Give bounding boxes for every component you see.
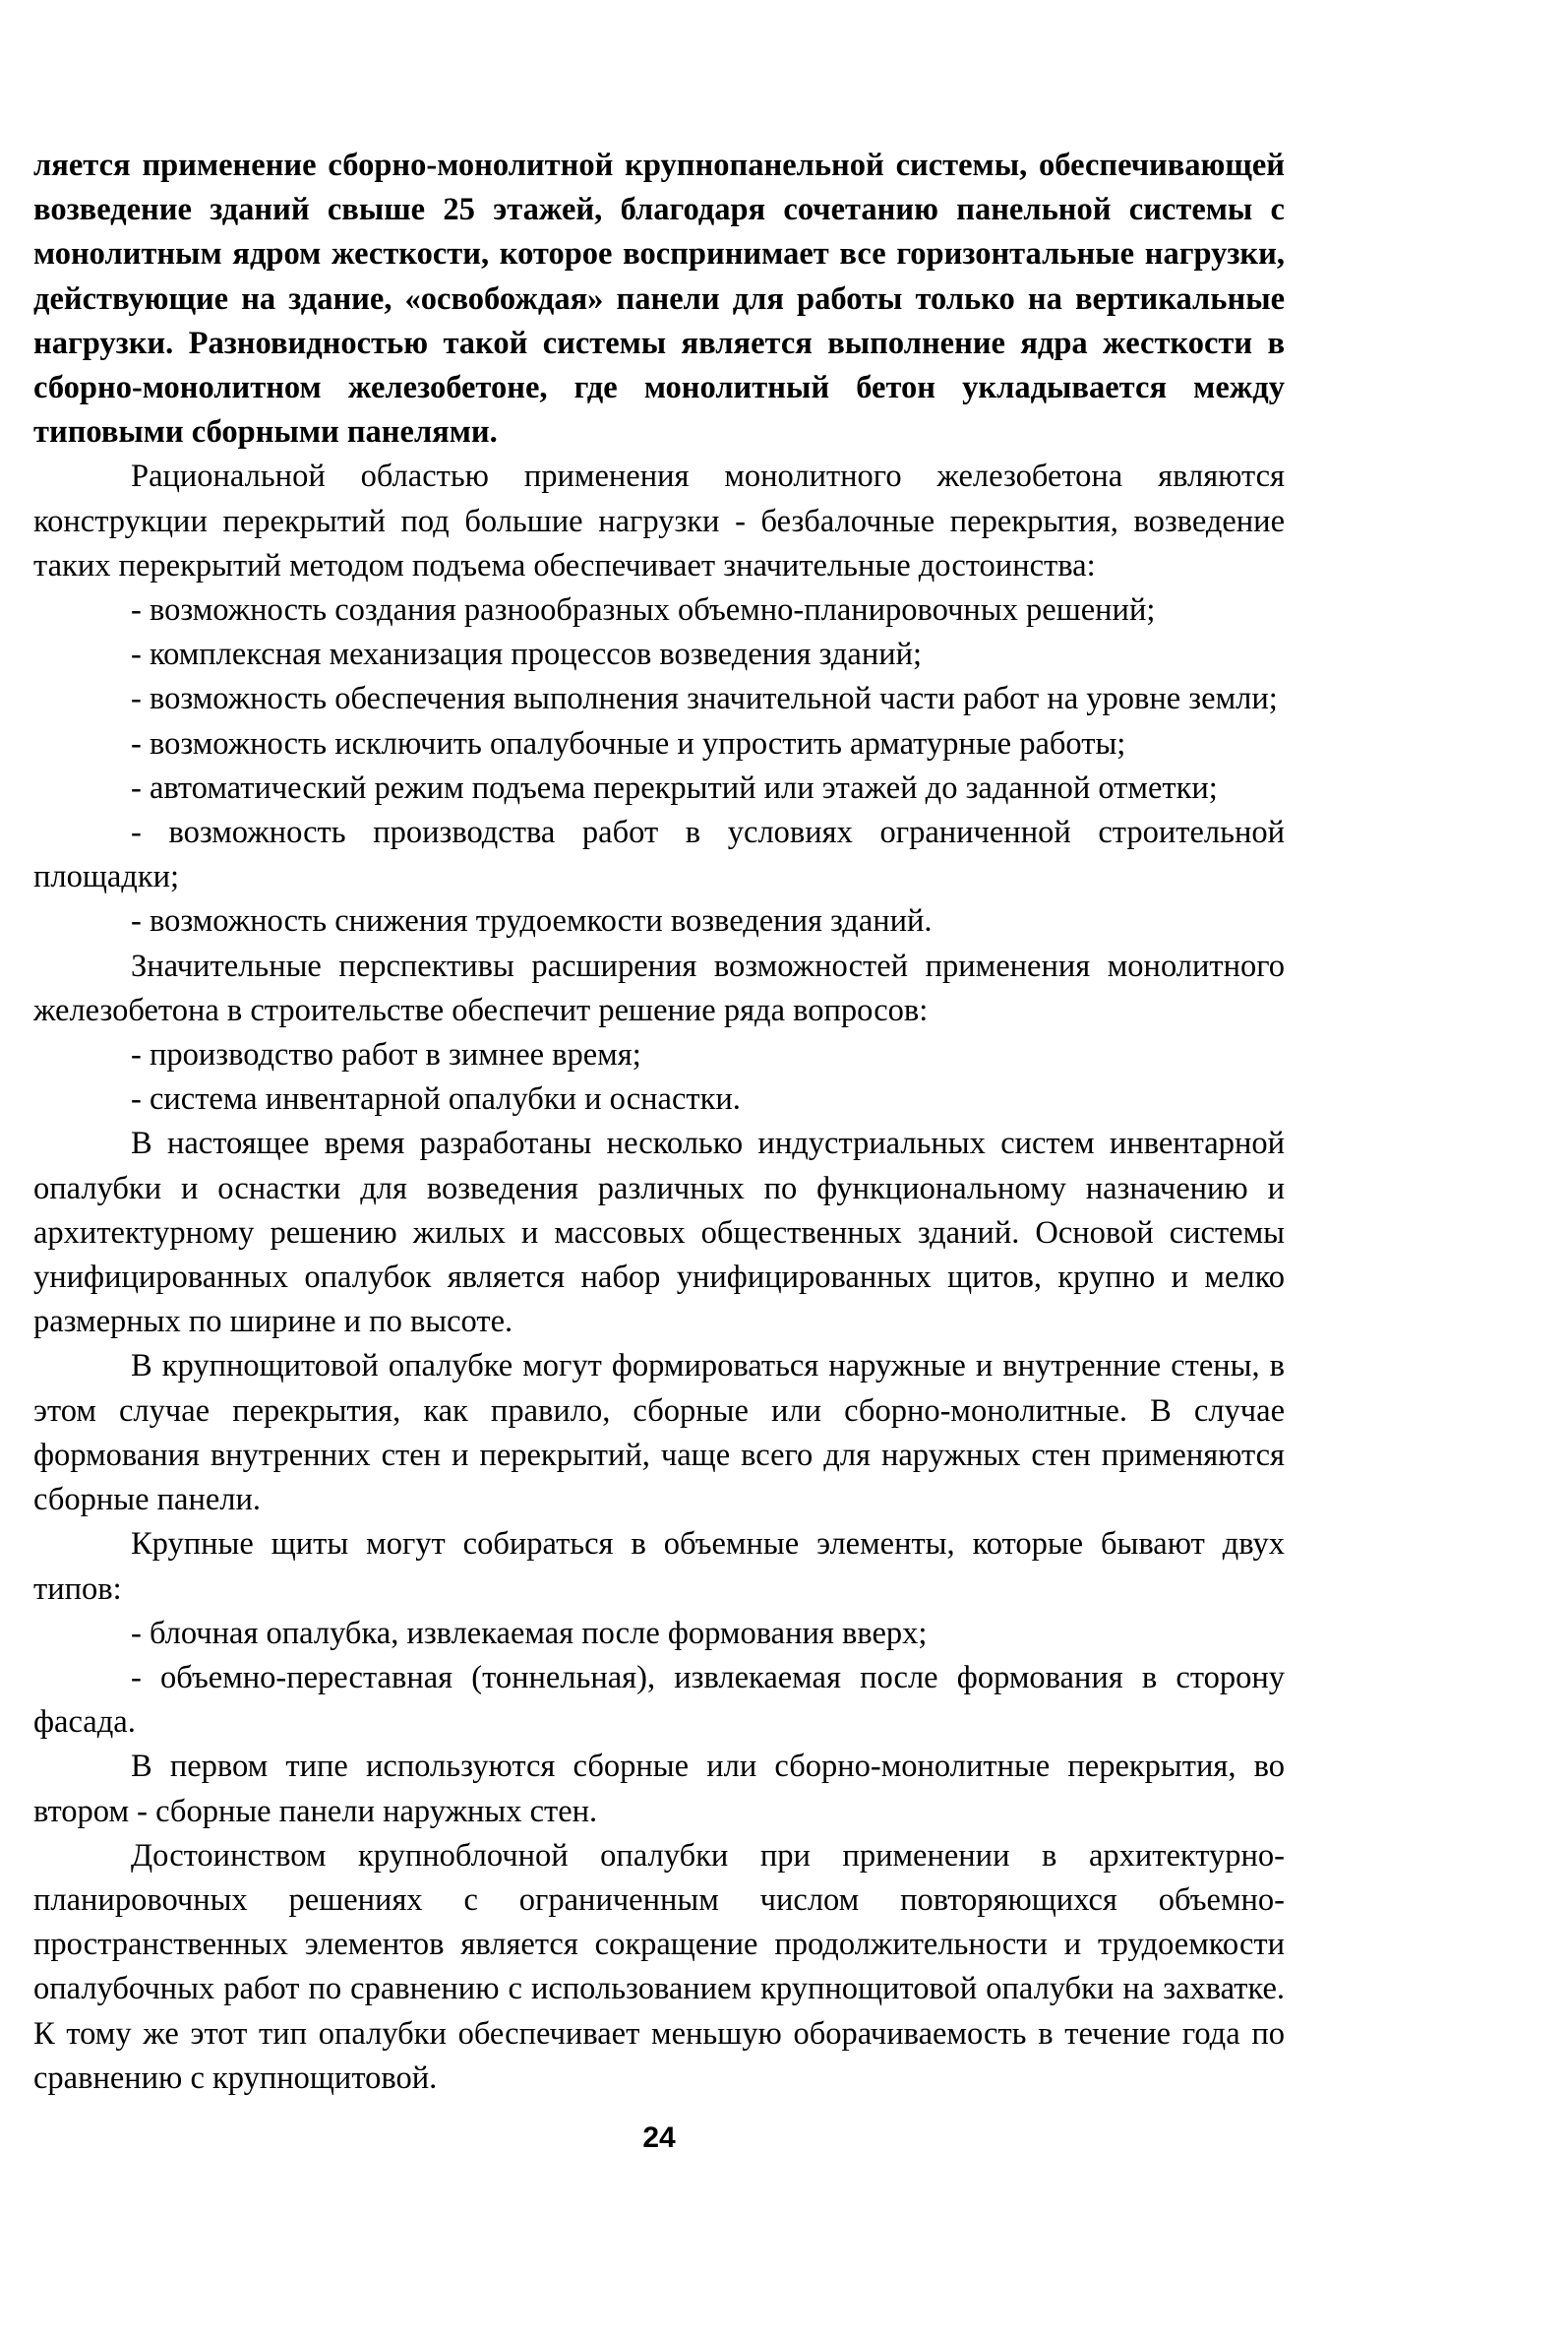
paragraph: В первом типе используются сборные или сборно-монолитные перекрытия, во втором - сборные панели наружных стен. [33, 1749, 1285, 1829]
list-item: - возможность исключить опалубочные и упростить арматурные работы; [131, 725, 1126, 762]
paragraph-continuation: ляется применение сборно-монолитной крупнопанельной системы, обеспечивающей возведение зданий свыше 25 этажей, благодаря сочетанию панельной системы с монолитным ядром жесткости, которое воспринимает все горизонтальные нагрузки, действующие на здание, «освобождая» панели для работы только на вертикальные нагрузки. Разновидностью такой системы является выполнение ядра жесткости в сборно-монолитном железобетоне, где монолитный бетон укладывается между типовыми сборными панелями. [33, 148, 1285, 451]
paragraph: Достоинством крупноблочной опалубки при применении в архитектурно-планировочных решениях с ограниченным числом повторяющихся объемно-пространственных элементов является сокращение продолжительности и трудоемкости опалубочных работ по сравнению с использованием крупнощитовой опалубки на захватке. К тому же этот тип опалубки обеспечивает меньшую оборачиваемость в течение года по сравнению с крупнощитовой. [33, 1837, 1285, 2096]
list-item: - комплексная механизация процессов возведения зданий; [131, 637, 923, 673]
page-number: 24 [642, 2121, 676, 2154]
paragraph: Рациональной областью применения монолитного железобетона являются конструкции перекрытий под большие нагрузки - безбалочные перекрытия, возведение таких перекрытий методом подъема обеспечивает значительные достоинства: [33, 459, 1285, 584]
paragraph: Крупные щиты могут собираться в объемные элементы, которые бывают двух типов: [33, 1526, 1285, 1607]
paragraph: В настоящее время разработаны несколько индустриальных систем инвентарной опалубки и оснастки для возведения различных по функциональному назначению и архитектурному решению жилых и массовых общественных зданий. Основой системы унифицированных опалубок является набор унифицированных щитов, крупно и мелко размерных по ширине и по высоте. [33, 1126, 1285, 1340]
paragraph: В крупнощитовой опалубке могут формироваться наружные и внутренние стены, в этом случае перекрытия, как правило, сборные или сборно-монолитные. В случае формования внутренних стен и перекрытий, чаще всего для наружных стен применяются сборные панели. [33, 1348, 1285, 1518]
list-item: - производство работ в зимнее время; [131, 1037, 641, 1074]
list-item: - возможность снижения трудоемкости возведения зданий. [131, 903, 933, 940]
body-text [33, 144, 1285, 2101]
list-item: - возможность обеспечения выполнения значительной части работ на уровне земли; [131, 681, 1278, 717]
list-item: - автоматический режим подъема перекрытий или этажей до заданной отметки; [131, 769, 1218, 806]
list-item: - объемно-переставная (тоннельная), извлекаемая после формования в сторону фасада. [33, 1659, 1285, 1741]
list-item: - возможность создания разнообразных объемно-планировочных решений; [131, 592, 1156, 629]
list-item: - система инвентарной опалубки и оснастки. [131, 1081, 741, 1118]
list-item: - блочная опалубка, извлекаемая после формования вверх; [131, 1615, 928, 1651]
paragraph: Значительные перспективы расширения возможностей применения монолитного железобетона в строительстве обеспечит решение ряда вопросов: [33, 948, 1285, 1028]
list-item: - возможность производства работ в условиях ограниченной строительной площадки; [33, 815, 1285, 895]
